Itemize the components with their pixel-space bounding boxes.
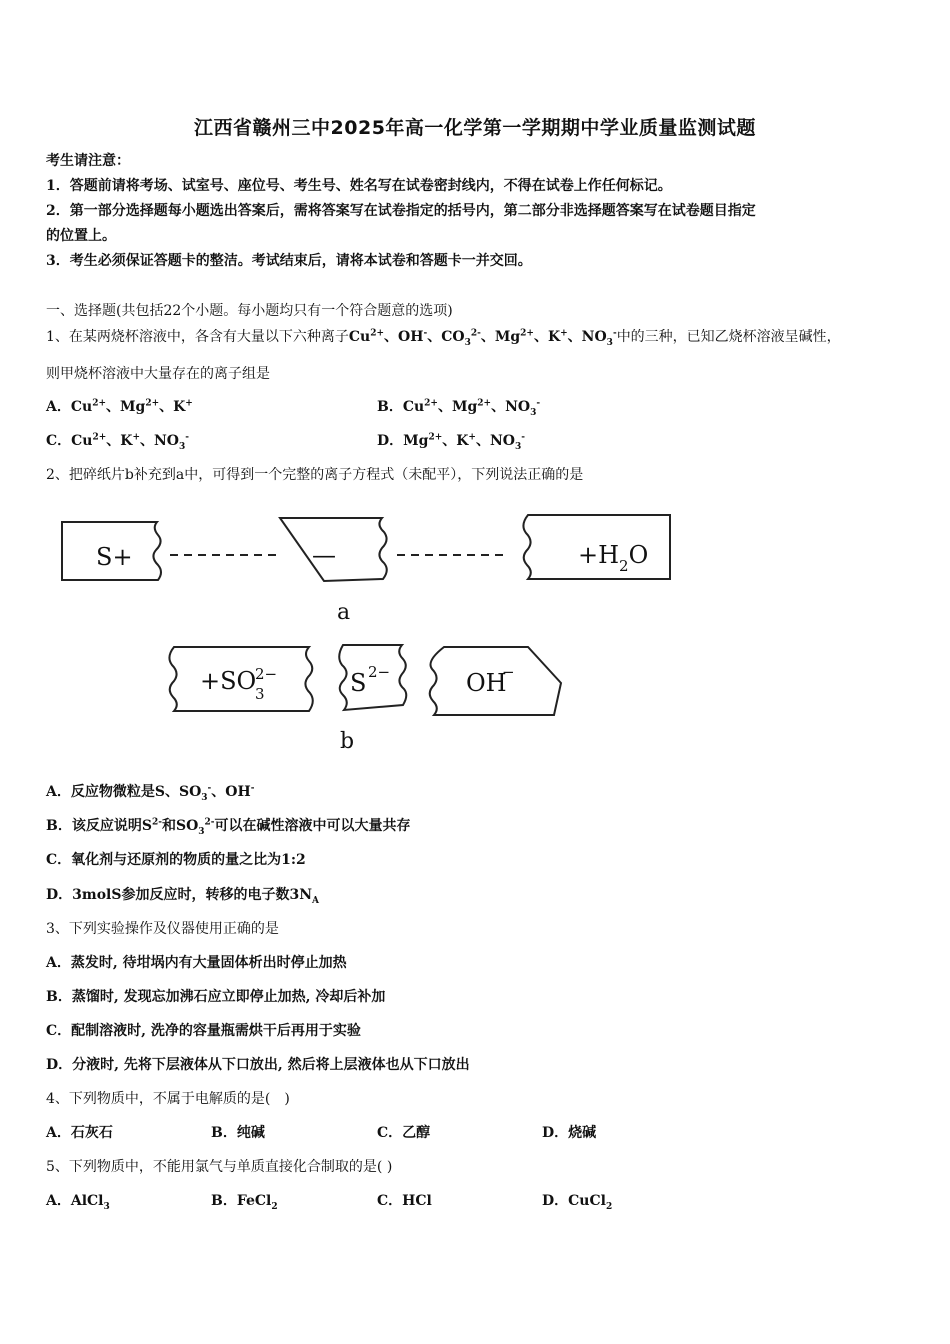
q1-option-a[interactable]: A．$Cu^{2+}$、$Mg^{2+}$、K+ — [46, 398, 193, 415]
q1-option-b[interactable]: B．$Cu^{2+}$、$Mg^{2+}$、$NO_3^-$ — [377, 398, 541, 418]
q1-stem: 1、在某两烧杯溶液中，各含有大量以下六种离子$Cu^{2+}$、OH-、$CO_3^{2-}$、$Mg^{2+}$、K+、$NO_3^-$中的三种，已知乙烧杯溶液呈碱性， — [46, 328, 841, 348]
q3-stem: 3、下列实验操作及仪器使用正确的是 — [46, 921, 279, 937]
fig-label-b: b — [340, 729, 355, 754]
fig-a-right-text: $+H_2O$ — [578, 541, 649, 575]
q2-stem: 2、把碎纸片b补充到a中，可得到一个完整的离子方程式（未配平），下列说法正确的是 — [46, 467, 584, 483]
q4-option-c[interactable]: C．乙醇 — [377, 1125, 431, 1141]
q5-option-a[interactable]: A．AlCl$_3$ — [46, 1193, 110, 1212]
fig-a-left-text: S+ — [96, 543, 133, 571]
q5-option-c[interactable]: C．HCl — [377, 1193, 432, 1209]
notice-item-2-cont: 的位置上。 — [46, 228, 116, 244]
q3-option-a[interactable]: A．蒸发时, 待坩埚内有大量固体析出时停止加热 — [46, 955, 347, 971]
q3-option-d[interactable]: D．分液时, 先将下层液体从下口放出, 然后将上层液体也从下口放出 — [46, 1057, 470, 1073]
q5-stem: 5、下列物质中，不能用氯气与单质直接化合制取的是( ) — [46, 1159, 393, 1175]
notice-item-3: 3．考生必须保证答题卡的整洁。考试结束后，请将本试卷和答题卡一并交回。 — [46, 253, 532, 269]
q4-stem: 4、下列物质中，不属于电解质的是( ) — [46, 1091, 290, 1107]
q4-option-a[interactable]: A．石灰石 — [46, 1125, 113, 1141]
page-title: 江西省赣州三中2025年高一化学第一学期期中学业质量监测试题 — [194, 117, 756, 139]
fig-b3-sup: − — [502, 663, 515, 681]
fig-b1-text: +SO — [200, 667, 257, 695]
q2-option-b[interactable]: B．该反应说明$S^{2-}$和$SO_3^{2-}$可以在碱性溶液中可以大量共存 — [46, 817, 411, 837]
q5-option-b[interactable]: B．FeCl$_2$ — [211, 1193, 278, 1212]
fig-b1-sub: 3 — [255, 685, 265, 703]
q2-option-d[interactable]: D．3molS参加反应时，转移的电子数$3N_A$ — [46, 887, 319, 906]
section-heading: 一、选择题(共包括22个小题。每小题均只有一个符合题意的选项) — [46, 303, 453, 319]
fig-b2-text: S — [350, 669, 367, 697]
notice-item-2: 2．第一部分选择题每小题选出答案后，需将答案写在试卷指定的括号内，第二部分非选择题答案写在试卷题目指定 — [46, 203, 756, 219]
q3-option-b[interactable]: B．蒸馏时, 发现忘加沸石应立即停止加热, 冷却后补加 — [46, 989, 386, 1005]
fig-a-mid-text: — — [312, 541, 336, 569]
fig-label-a: a — [337, 600, 351, 625]
fig-b3-text: OH — [466, 669, 507, 697]
fig-b2-sup: 2− — [368, 663, 391, 681]
notice-item-1: 1．答题前请将考场、试室号、座位号、考生号、姓名写在试卷密封线内，不得在试卷上作任何标记。 — [46, 178, 672, 194]
fig-b1-sup: 2− — [255, 665, 278, 683]
q1-stem-cont: 则甲烧杯溶液中大量存在的离子组是 — [46, 366, 270, 382]
q1-option-d[interactable]: D．$Mg^{2+}$、K+、$NO_3^-$ — [377, 432, 525, 452]
q4-option-b[interactable]: B．纯碱 — [211, 1125, 265, 1141]
q2-paper-pieces-figure — [54, 505, 684, 755]
q4-option-d[interactable]: D．烧碱 — [542, 1125, 597, 1141]
q3-option-c[interactable]: C．配制溶液时, 洗净的容量瓶需烘干后再用于实验 — [46, 1023, 361, 1039]
q2-option-a[interactable]: A．反应物微粒是S、$SO_3^-$、OH- — [46, 783, 255, 803]
notice-heading: 考生请注意： — [46, 153, 130, 169]
q2-option-c[interactable]: C．氧化剂与还原剂的物质的量之比为1:2 — [46, 852, 306, 868]
q5-option-d[interactable]: D．CuCl$_2$ — [542, 1193, 613, 1212]
q1-option-c[interactable]: C．$Cu^{2+}$、K+、$NO_3^-$ — [46, 432, 190, 452]
